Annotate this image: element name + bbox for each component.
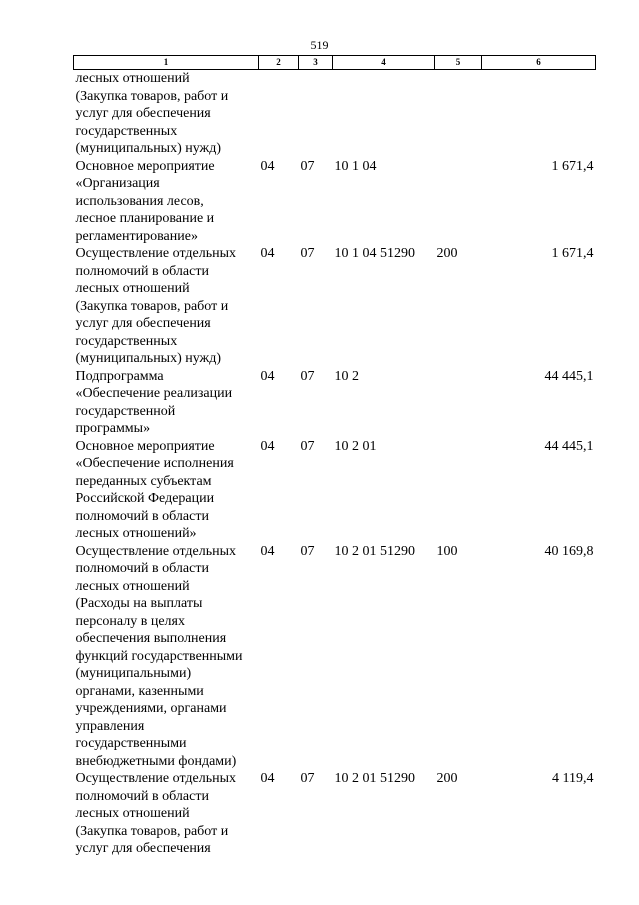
row-name-line: «Обеспечение реализации: [75, 386, 233, 401]
row-name-line: лесное планирование и: [75, 211, 215, 226]
row-name-line: переданных субъектам: [75, 473, 212, 489]
row-name-line: обеспечения выполнения: [75, 631, 227, 646]
table-row: [74, 543, 596, 771]
expense-type-cell: 200: [436, 771, 458, 786]
table-row: [74, 368, 596, 438]
row-name-line: услуг для обеспечения: [75, 106, 211, 121]
column-header-3: 3: [299, 56, 333, 70]
row-name-line: государственных: [75, 123, 178, 139]
row-name-line: Подпрограмма: [75, 368, 164, 384]
row-name-cell: [74, 70, 259, 158]
row-name-line: лесных отношений: [75, 71, 190, 86]
row-name-line: функций государственными: [75, 648, 243, 664]
expense-type-cell: [435, 70, 482, 158]
table-row: [74, 770, 596, 858]
subsection-code-cell: 07: [300, 438, 315, 454]
target-article-cell: 10 2: [334, 368, 359, 384]
row-name-line: (муниципальных) нужд): [75, 141, 222, 156]
table-row: [74, 158, 596, 246]
amount-cell: 4 119,4: [552, 771, 594, 786]
amount-cell: 1 671,4: [551, 158, 594, 174]
row-name-line: персоналу в целях: [75, 613, 185, 629]
row-name-line: (Закупка товаров, работ и: [75, 88, 229, 104]
row-name-line: использования лесов,: [75, 193, 204, 209]
row-name-cell: [74, 438, 259, 543]
expense-type-cell: [435, 368, 482, 438]
section-code-cell: 04: [260, 438, 275, 454]
row-name-line: лесных отношений»: [75, 526, 197, 541]
column-header-6: 6: [482, 56, 596, 70]
row-name-line: (Закупка товаров, работ и: [75, 298, 229, 314]
row-name-line: полномочий в области: [75, 263, 209, 279]
row-name-cell: [74, 770, 259, 858]
table-body: [74, 70, 596, 858]
row-name-line: полномочий в области: [75, 508, 209, 524]
section-code-cell: 04: [260, 158, 275, 174]
row-name-line: «Обеспечение исполнения: [75, 456, 234, 471]
row-name-line: Осуществление отдельных: [75, 246, 236, 261]
row-name-line: органами, казенными: [75, 683, 204, 699]
budget-table: [73, 55, 596, 858]
table-row: [74, 245, 596, 368]
section-code-cell: 04: [260, 368, 275, 384]
row-name-line: программы»: [75, 421, 151, 436]
row-name-line: услуг для обеспечения: [75, 316, 211, 331]
row-name-line: Российской Федерации: [75, 491, 215, 506]
row-name-line: государственной: [75, 403, 176, 419]
target-article-cell: 10 1 04 51290: [334, 246, 415, 261]
subsection-code-cell: 07: [300, 246, 315, 261]
row-name-line: лесных отношений: [75, 281, 190, 296]
section-code-cell: 04: [260, 246, 275, 261]
row-name-line: услуг для обеспечения: [75, 841, 211, 856]
row-name-line: (Расходы на выплаты: [75, 596, 203, 611]
target-article-cell: 10 1 04: [334, 158, 377, 174]
row-name-cell: [74, 543, 259, 771]
row-name-line: (Закупка товаров, работ и: [75, 823, 229, 839]
row-name-line: государственных: [75, 333, 178, 349]
row-name-line: Осуществление отдельных: [75, 771, 236, 786]
subsection-code-cell: 07: [300, 771, 315, 786]
row-name-line: Основное мероприятие: [75, 438, 215, 454]
row-name-cell: [74, 245, 259, 368]
row-name-line: «Организация: [75, 176, 160, 191]
subsection-code-cell: 07: [300, 368, 315, 384]
row-name-line: Осуществление отдельных: [75, 543, 236, 559]
row-name-line: управления: [75, 718, 145, 734]
page-number: 519: [310, 38, 329, 52]
section-code-cell: [259, 70, 299, 158]
column-number-header-row: [74, 56, 596, 70]
row-name-line: лесных отношений: [75, 578, 190, 594]
amount-cell: 44 445,1: [544, 438, 594, 454]
row-name-line: полномочий в области: [75, 561, 209, 576]
column-header-4: 4: [333, 56, 435, 70]
row-name-line: (муниципальными): [75, 666, 192, 681]
column-header-1: 1: [74, 56, 259, 70]
subsection-code-cell: 07: [300, 543, 315, 559]
row-name-line: (муниципальных) нужд): [75, 351, 222, 366]
section-code-cell: 04: [260, 543, 275, 559]
expense-type-cell: 100: [436, 543, 458, 559]
table-row: [74, 438, 596, 543]
column-header-2: 2: [259, 56, 299, 70]
row-name-line: учреждениями, органами: [75, 701, 227, 716]
target-article-cell: 10 2 01 51290: [334, 771, 415, 786]
subsection-code-cell: 07: [300, 158, 315, 174]
target-article-cell: [333, 70, 435, 158]
amount-cell: [482, 70, 596, 158]
row-name-line: полномочий в области: [75, 788, 209, 804]
row-name-line: государственными: [75, 736, 187, 751]
table-row: [74, 70, 596, 158]
column-header-5: 5: [435, 56, 482, 70]
expense-type-cell: [435, 438, 482, 543]
row-name-line: регламентирование»: [75, 228, 198, 244]
subsection-code-cell: [299, 70, 333, 158]
row-name-line: лесных отношений: [75, 806, 190, 821]
section-code-cell: 04: [260, 771, 275, 786]
row-name-cell: [74, 158, 259, 246]
row-name-line: Основное мероприятие: [75, 158, 215, 174]
row-name-cell: [74, 368, 259, 438]
amount-cell: 40 169,8: [544, 543, 594, 559]
amount-cell: 1 671,4: [551, 246, 594, 261]
target-article-cell: 10 2 01: [334, 438, 377, 454]
amount-cell: 44 445,1: [544, 368, 594, 384]
row-name-line: внебюджетными фондами): [75, 753, 237, 769]
expense-type-cell: 200: [436, 246, 458, 261]
expense-type-cell: [435, 158, 482, 246]
target-article-cell: 10 2 01 51290: [334, 543, 415, 559]
